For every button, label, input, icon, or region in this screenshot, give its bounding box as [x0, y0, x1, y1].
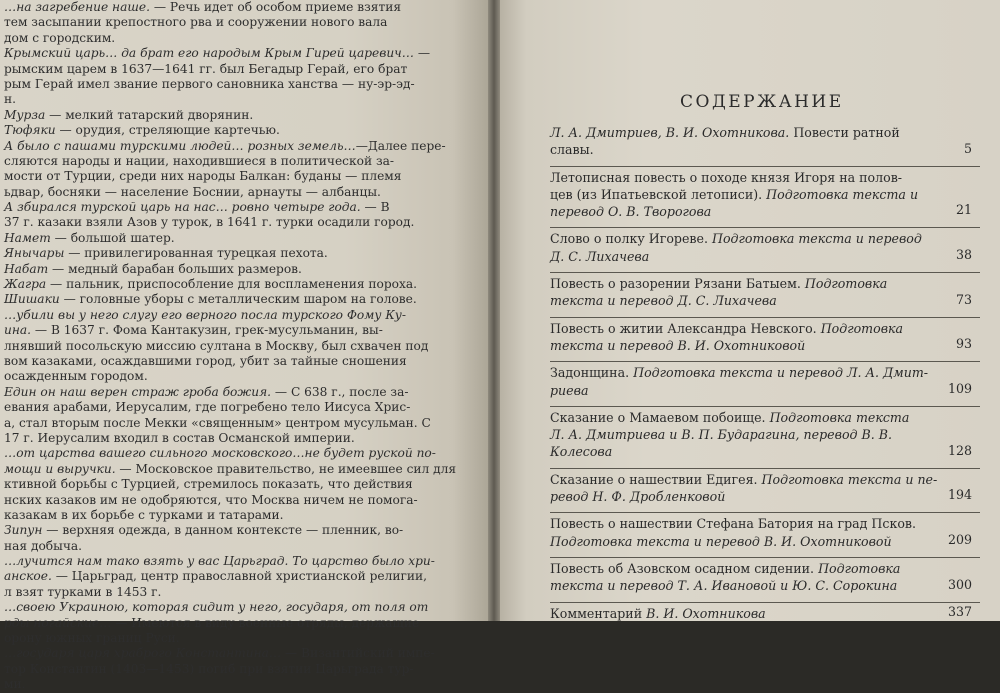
- toc-credit-text: текста и перевод Д. С. Лихачева: [550, 293, 777, 309]
- note-lemma: Тюфяки: [4, 123, 56, 138]
- note-text: ная добыча.: [4, 538, 83, 553]
- commentary-notes: [4, 0, 457, 693]
- note-lemma: А збирался турской царь на нас… ровно четыре года.: [4, 200, 361, 215]
- toc-entry-line: [550, 364, 930, 381]
- toc-credit-text: Колесова: [550, 444, 613, 460]
- toc-credit-text: Подготовка: [818, 560, 901, 576]
- toc-entry-line: [550, 203, 930, 220]
- toc-page-number: 194: [947, 487, 972, 503]
- toc-credit-text: текста и перевод В. И. Охотниковой: [550, 337, 806, 353]
- note-text: — С 638 г., после за-: [271, 384, 409, 399]
- note-text: л взят турками в 1453 г.: [4, 584, 162, 599]
- note-line: [4, 416, 440, 431]
- note-lemma: ина.: [4, 323, 32, 338]
- note-text: рым Герай имел звание первого сановника ханства — ну-эр-эд-: [4, 76, 415, 91]
- note-lemma: …своею Украиною, которая сидит у него, государя, от поля от: [4, 600, 429, 615]
- toc-work-title: цев (из Ипатьевской летописи).: [550, 186, 767, 202]
- note-text: осажденным городом.: [4, 369, 148, 384]
- note-line: [4, 385, 440, 400]
- toc-page-number: 209: [947, 531, 972, 547]
- note-text: орону южных границ Руси.: [4, 631, 180, 646]
- toc-entry: [550, 515, 980, 558]
- toc-work-title: Повесть об Азовском осадном сидении.: [550, 560, 819, 576]
- toc-entry: [550, 230, 980, 273]
- toc-entry-line: [550, 515, 930, 532]
- note-line: [4, 92, 440, 107]
- note-line: [4, 400, 440, 415]
- note-line: [4, 446, 440, 461]
- note-line: [4, 31, 440, 46]
- note-line: [4, 431, 440, 446]
- toc-entry: [550, 560, 980, 603]
- note-line: [4, 62, 440, 77]
- toc-credit-text: Подготовка текста и перевод Л. А. Дмит-: [633, 365, 929, 381]
- toc-credit-text: Подготовка текста и: [766, 186, 919, 202]
- note-lemma: Един он наш верен страж гроба божия.: [4, 384, 272, 399]
- note-text: тор Константин (1403—1453) погиб при взятии Царьграда тур-: [4, 661, 414, 676]
- note-line: [4, 554, 440, 569]
- note-line: [4, 15, 440, 30]
- note-text: казакам в их борьбе с турками и татарами.: [4, 507, 284, 522]
- note-text: а, стал вторым после Мекки «священным» центром мусульман. С: [4, 415, 431, 430]
- note-text: — головные уборы с металлическим шаром на голове.: [59, 292, 417, 307]
- note-lemma: …лучится нам тако взять у вас Царьград. То царство было хри-: [4, 554, 435, 569]
- toc-credit-text: Подготовка текста и пе-: [761, 471, 938, 487]
- note-text: евания арабами, Иерусалим, где погребено тело Иисуса Хрис-: [4, 400, 411, 415]
- toc-work-title: Слово о полку Игореве.: [550, 231, 712, 247]
- note-lemma: …убили вы у него слугу его верного посла турского Фому Ку-: [4, 307, 406, 322]
- toc-page-number: 93: [955, 336, 972, 352]
- note-lemma: мощи и выручки.: [4, 461, 116, 476]
- toc-entry: [550, 605, 980, 629]
- toc-entry-line: [550, 230, 930, 247]
- note-line: [4, 493, 440, 508]
- toc-entry-line: [550, 248, 930, 265]
- toc-entry: [550, 364, 980, 407]
- note-text: — В 1637 г. Фома Кантакузин, грек-мусульманин, вы-: [31, 323, 383, 338]
- note-line: [4, 677, 440, 692]
- note-line: [4, 246, 440, 261]
- note-text: — Царьград, центр православной христианской религии,: [51, 569, 427, 584]
- toc-page-number: 300: [947, 576, 972, 592]
- note-text: дом с городским.: [4, 30, 116, 45]
- toc-credit-text: Л. А. Дмитриева и В. П. Бударагина, перевод В. В.: [550, 427, 893, 443]
- toc-page-number: 73: [955, 291, 972, 307]
- note-text: ктивной борьбы с Турцией, стремилось показать, что действия: [4, 477, 413, 492]
- toc-entry-line: [550, 169, 930, 186]
- note-text: ми.: [4, 677, 26, 692]
- toc-entry: [550, 320, 980, 363]
- toc-entry-line: [550, 292, 930, 309]
- toc-work-title: Сказание о нашествии Едигея.: [550, 471, 762, 487]
- toc-entry-line: [550, 124, 930, 141]
- note-text: — медный барабан больших размеров.: [48, 261, 302, 276]
- toc-page-number: 109: [947, 380, 972, 396]
- note-line: [4, 308, 440, 323]
- toc-entry: [550, 124, 980, 167]
- toc-page-number: 5: [963, 140, 972, 156]
- note-line: [4, 600, 440, 615]
- toc-entry-line: [550, 443, 930, 460]
- note-line: [4, 185, 440, 200]
- toc-credit-text: Л. А. Дмитриев, В. И. Охотникова.: [550, 125, 790, 140]
- note-lemma: Шишаки: [4, 292, 60, 307]
- note-lemma: анское.: [4, 569, 52, 584]
- note-text: — Речь идет об особом приеме взятия: [149, 0, 402, 14]
- note-text: тем засыпании крепостного рва и сооружении нового вала: [4, 15, 388, 30]
- note-line: [4, 646, 440, 661]
- note-line: [4, 292, 440, 307]
- note-line: [4, 323, 440, 338]
- toc-credit-text: Подготовка текста и перевод В. И. Охотниковой: [550, 533, 892, 549]
- toc-entry-line: [550, 488, 930, 505]
- left-page: [0, 0, 492, 692]
- note-text: —Далее пере-: [355, 138, 446, 153]
- note-line: [4, 262, 440, 277]
- book-spine: [488, 0, 500, 621]
- toc-work-title: Повести ратной: [789, 125, 900, 140]
- toc-entry: [550, 409, 980, 469]
- note-text: — большой шатер.: [50, 230, 175, 245]
- toc-credit-text: риева: [550, 382, 589, 398]
- note-text: — Московское правительство, не имеевшее сил для: [115, 461, 457, 476]
- toc-work-title: Сказание о Мамаевом побоище.: [550, 409, 770, 425]
- note-line: [4, 523, 440, 538]
- note-line: [4, 461, 457, 477]
- toc-work-title: Задонщина.: [550, 365, 634, 381]
- note-lemma: …от царства вашего сильного московского…не будет руской по-: [4, 446, 436, 461]
- note-line: [4, 0, 440, 15]
- toc-entry: [550, 471, 980, 514]
- toc-credit-text: Подготовка: [820, 320, 904, 336]
- toc-entry-line: [550, 533, 930, 550]
- note-lemma: Намет: [4, 230, 51, 245]
- toc-entry: [550, 169, 980, 229]
- note-lemma: Крымский царь… да брат его народым Крым Гирей царевич…: [4, 46, 414, 61]
- toc-entry-line: [550, 141, 930, 158]
- table-of-contents: [550, 124, 980, 631]
- toc-credit-text: текста и перевод Т. А. Ивановой и Ю. С. Сорокина: [550, 578, 898, 594]
- note-lemma: А было с пашами турскими людей… розных земель…: [4, 138, 356, 153]
- toc-page-number: 337: [947, 603, 972, 619]
- note-line: [4, 539, 440, 554]
- note-line: [4, 569, 440, 584]
- toc-entry-line: [550, 577, 930, 594]
- note-line: [4, 477, 440, 492]
- note-text: — Имеются в виду военные отряды, держащие: [111, 615, 420, 630]
- note-text: — мелкий татарский дворянин.: [45, 107, 254, 122]
- note-lemma: Зипун: [4, 523, 43, 538]
- note-lemma: Набат: [4, 261, 49, 276]
- note-text: — Византийский импе-: [281, 646, 435, 661]
- toc-work-title: Повесть о житии Александра Невского.: [550, 320, 821, 336]
- toc-entry-line: [550, 560, 930, 577]
- note-text: рымским царем в 1637—1641 гг. был Бегадыр Герай, его брат: [4, 61, 408, 76]
- note-line: [4, 277, 440, 292]
- note-text: н.: [4, 92, 16, 107]
- note-text: — привилегированная турецкая пехота.: [64, 246, 328, 261]
- note-line: [4, 77, 440, 92]
- note-line: [4, 108, 440, 123]
- toc-entry-line: [550, 426, 930, 443]
- toc-credit-text: перевод О. В. Творогова: [550, 204, 712, 220]
- note-line: [4, 169, 440, 184]
- note-line: [4, 616, 440, 631]
- toc-entry-line: [550, 186, 930, 203]
- toc-entry-line: [550, 471, 938, 488]
- note-text: вом казаками, осаждавшими город, убит за тайные сношения: [4, 353, 407, 368]
- toc-entry-line: [550, 337, 930, 354]
- note-text: 37 г. казаки взяли Азов у турок, в 1641 г. турки осадили город.: [4, 215, 415, 230]
- note-text: — орудия, стреляющие картечью.: [55, 123, 280, 138]
- note-text: — пальник, приспособление для воспламенения пороха.: [46, 277, 418, 292]
- note-line: [4, 585, 440, 600]
- toc-work-title: Повесть о разорении Рязани Батыем.: [550, 276, 805, 292]
- note-line: [4, 154, 440, 169]
- note-line: [4, 123, 440, 138]
- note-line: [4, 200, 440, 215]
- toc-work-title: Повесть о нашествии Стефана Батория на град Псков.: [550, 516, 916, 532]
- toc-credit-text: Д. С. Лихачева: [550, 248, 650, 264]
- note-lemma: Жагра: [4, 277, 47, 292]
- contents-title: СОДЕРЖАНИЕ: [680, 92, 844, 112]
- toc-entry-line: [550, 409, 930, 426]
- note-lemma: Мурза: [4, 107, 46, 122]
- toc-credit-text: ревод Н. Ф. Дробленковой: [550, 489, 726, 505]
- note-lemma: рды ногайские…: [4, 615, 112, 630]
- toc-entry-line: [550, 382, 930, 399]
- note-line: [4, 369, 440, 384]
- note-line: [4, 662, 440, 677]
- note-text: ьдвар, босняки — население Боснии, арнауты — албанцы.: [4, 184, 381, 199]
- note-lemma: …государя царя храброго Константина…: [4, 646, 282, 661]
- toc-page-number: 128: [947, 442, 972, 458]
- note-line: [4, 138, 446, 154]
- toc-entry-line: [550, 275, 930, 292]
- note-line: [4, 339, 440, 354]
- note-line: [4, 508, 440, 523]
- note-line: [4, 231, 440, 246]
- toc-credit-text: В. И. Охотникова: [646, 605, 766, 621]
- note-text: — верхняя одежда, в данном контексте — пленник, во-: [42, 523, 404, 538]
- toc-work-title: Комментарий: [550, 605, 647, 621]
- note-text: лнявший посольскую миссию султана в Москву, был схвачен под: [4, 338, 429, 353]
- toc-entry-line: [550, 605, 930, 622]
- toc-entry-line: [550, 320, 930, 337]
- note-line: [4, 354, 440, 369]
- note-lemma: …на загребение наше.: [4, 0, 150, 14]
- note-line: [4, 631, 440, 646]
- toc-credit-text: Подготовка текста: [769, 409, 910, 425]
- note-text: —: [413, 46, 431, 61]
- note-text: — В: [360, 200, 390, 215]
- note-line: [4, 46, 440, 61]
- note-text: нских казаков им не одобряются, что Москва ничем не помога-: [4, 492, 418, 507]
- note-line: [4, 215, 440, 230]
- toc-entry: [550, 275, 980, 318]
- note-text: 17 г. Иерусалим входил в состав Османской империи.: [4, 430, 355, 445]
- toc-work-title: славы.: [550, 142, 594, 158]
- toc-page-number: 38: [955, 247, 972, 263]
- toc-credit-text: Подготовка текста и перевод: [711, 231, 922, 247]
- toc-work-title: Летописная повесть о походе князя Игоря на полов-: [550, 169, 903, 185]
- toc-credit-text: Подготовка: [804, 276, 888, 292]
- note-text: мости от Турции, среди них народы Балкан: буданы — племя: [4, 169, 402, 184]
- note-text: сляются народы и нации, находившиеся в политической за-: [4, 153, 394, 168]
- note-lemma: Янычары: [4, 246, 65, 261]
- toc-page-number: 21: [955, 202, 972, 218]
